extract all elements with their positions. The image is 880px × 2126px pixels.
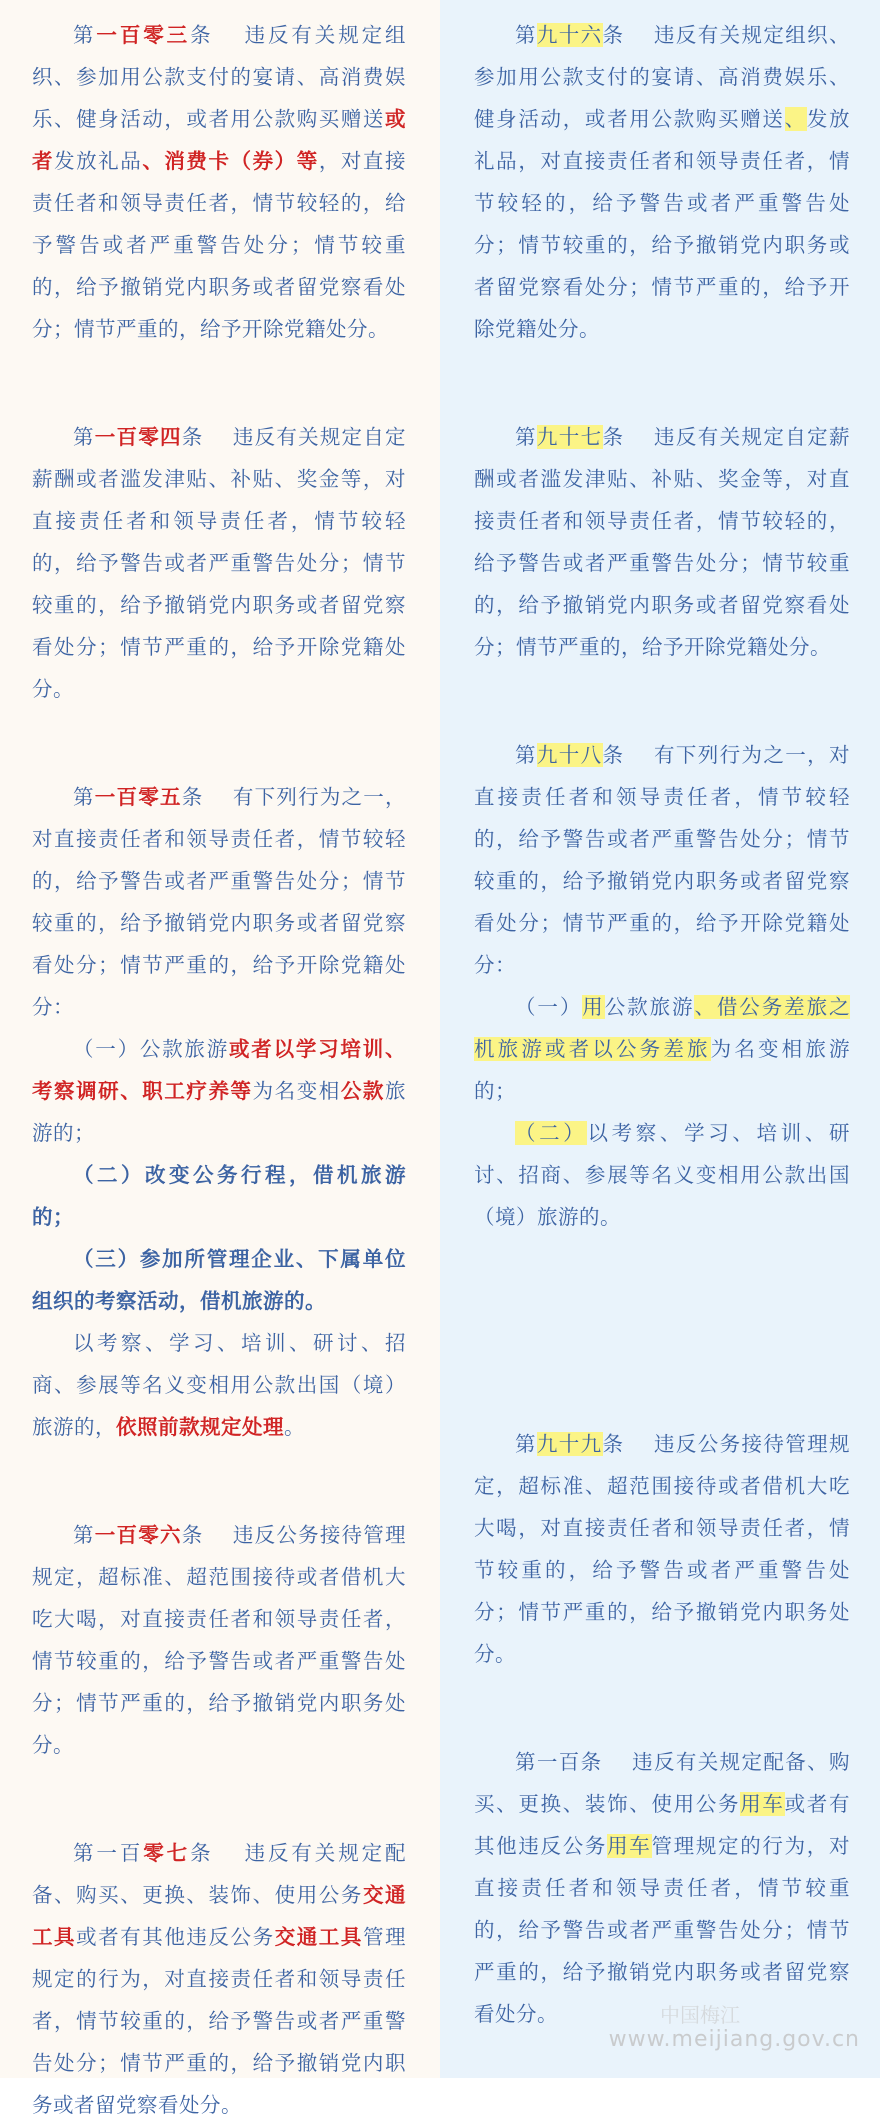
article-98-item-1: （一）用公款旅游、借公务差旅之机旅游或者以公务差旅为名变相旅游的； xyxy=(474,995,851,1103)
right-column-old-regulations xyxy=(440,0,880,2078)
article-98-text: 第九十八条 有下列行为之一，对直接责任者和领导责任者，情节较轻的，给予警告或者严重警告处分；情节较重的，给予撤销党内职务或者留党察看处分；情节严重的，给予开除党籍处分： xyxy=(474,743,851,977)
article-104-text: 第一百零四条 违反有关规定自定薪酬或者滥发津贴、补贴、奖金等，对直接责任者和领导责任者，情节较轻的，给予警告或者严重警告处分；情节较重的，给予撤销党内职务或者留党察看处分；情节严重的，给予开除党籍处分。 xyxy=(32,425,407,701)
watermark-cn: 中国梅江 xyxy=(660,2003,740,2027)
article-105 xyxy=(32,776,406,1448)
article-96-text: 第九十六条 违反有关规定组织、参加用公款支付的宴请、高消费娱乐、健身活动，或者用公款购买赠送、发放礼品，对直接责任者和领导责任者，情节较轻的，给予警告或者严重警告处分；情节较重的，给予撤销党内职务或者留党察看处分；情节严重的，给予开除党籍处分。 xyxy=(474,23,851,341)
article-105-paragraph-2: 以考察、学习、培训、研讨、招商、参展等名义变相用公款出国（境）旅游的，依照前款规定处理。 xyxy=(32,1331,406,1439)
article-98 xyxy=(474,734,850,1238)
article-96 xyxy=(474,14,850,350)
article-105-text: 第一百零五条 有下列行为之一，对直接责任者和领导责任者，情节较轻的，给予警告或者严重警告处分；情节较重的，给予撤销党内职务或者留党察看处分；情节严重的，给予开除党籍处分： xyxy=(32,785,407,1019)
article-97 xyxy=(474,416,850,668)
article-103 xyxy=(32,14,406,350)
article-100 xyxy=(474,1741,850,2035)
article-107-text: 第一百零七条 违反有关规定配备、购买、更换、装饰、使用公务交通工具或者有其他违反公务交通工具管理规定的行为，对直接责任者和领导责任者，情节较重的，给予警告或者严重警告处分；情节严重的，给予撤销党内职务或者留党察看处分。 xyxy=(32,1841,407,2117)
article-106-text: 第一百零六条 违反公务接待管理规定，超标准、超范围接待或者借机大吃大喝，对直接责任者和领导责任者，情节较重的，给予警告或者严重警告处分；情节严重的，给予撤销党内职务处分。 xyxy=(32,1523,407,1757)
article-97-text: 第九十七条 违反有关规定自定薪酬或者滥发津贴、补贴、奖金等，对直接责任者和领导责任者，情节较轻的，给予警告或者严重警告处分；情节较重的，给予撤销党内职务或者留党察看处分；情节严重的，给予开除党籍处分。 xyxy=(474,425,851,659)
article-98-item-2: （二）以考察、学习、培训、研讨、招商、参展等名义变相用公款出国（境）旅游的。 xyxy=(474,1121,851,1229)
article-105-item-2: （二）改变公务行程，借机旅游的； xyxy=(32,1163,406,1229)
watermark-site: www.meijiang.gov.cn xyxy=(608,2027,860,2052)
article-99 xyxy=(474,1423,850,1675)
article-106 xyxy=(32,1514,406,1766)
article-105-item-3: （三）参加所管理企业、下属单位组织的考察活动，借机旅游的。 xyxy=(32,1247,406,1313)
article-104 xyxy=(32,416,406,710)
article-103-text: 第一百零三条 违反有关规定组织、参加用公款支付的宴请、高消费娱乐、健身活动，或者用公款购买赠送或者发放礼品、消费卡（券）等，对直接责任者和领导责任者，情节较轻的，给予警告或者严重警告处分；情节较重的，给予撤销党内职务或者留党察看处分；情节严重的，给予开除党籍处分。 xyxy=(32,23,407,341)
article-107 xyxy=(32,1832,406,2126)
article-100-text: 第一百条 违反有关规定配备、购买、更换、装饰、使用公务用车或者有其他违反公务用车管理规定的行为，对直接责任者和领导责任者，情节较重的，给予警告或者严重警告处分；情节严重的，给予撤销党内职务或者留党察看处分。 xyxy=(474,1750,851,2026)
article-105-item-1: （一）公款旅游或者以学习培训、考察调研、职工疗养等为名变相公款旅游的； xyxy=(32,1037,406,1145)
left-column-new-regulations xyxy=(0,0,440,2117)
article-99-text: 第九十九条 违反公务接待管理规定，超标准、超范围接待或者借机大吃大喝，对直接责任者和领导责任者，情节较重的，给予警告或者严重警告处分；情节严重的，给予撤销党内职务处分。 xyxy=(474,1432,851,1666)
